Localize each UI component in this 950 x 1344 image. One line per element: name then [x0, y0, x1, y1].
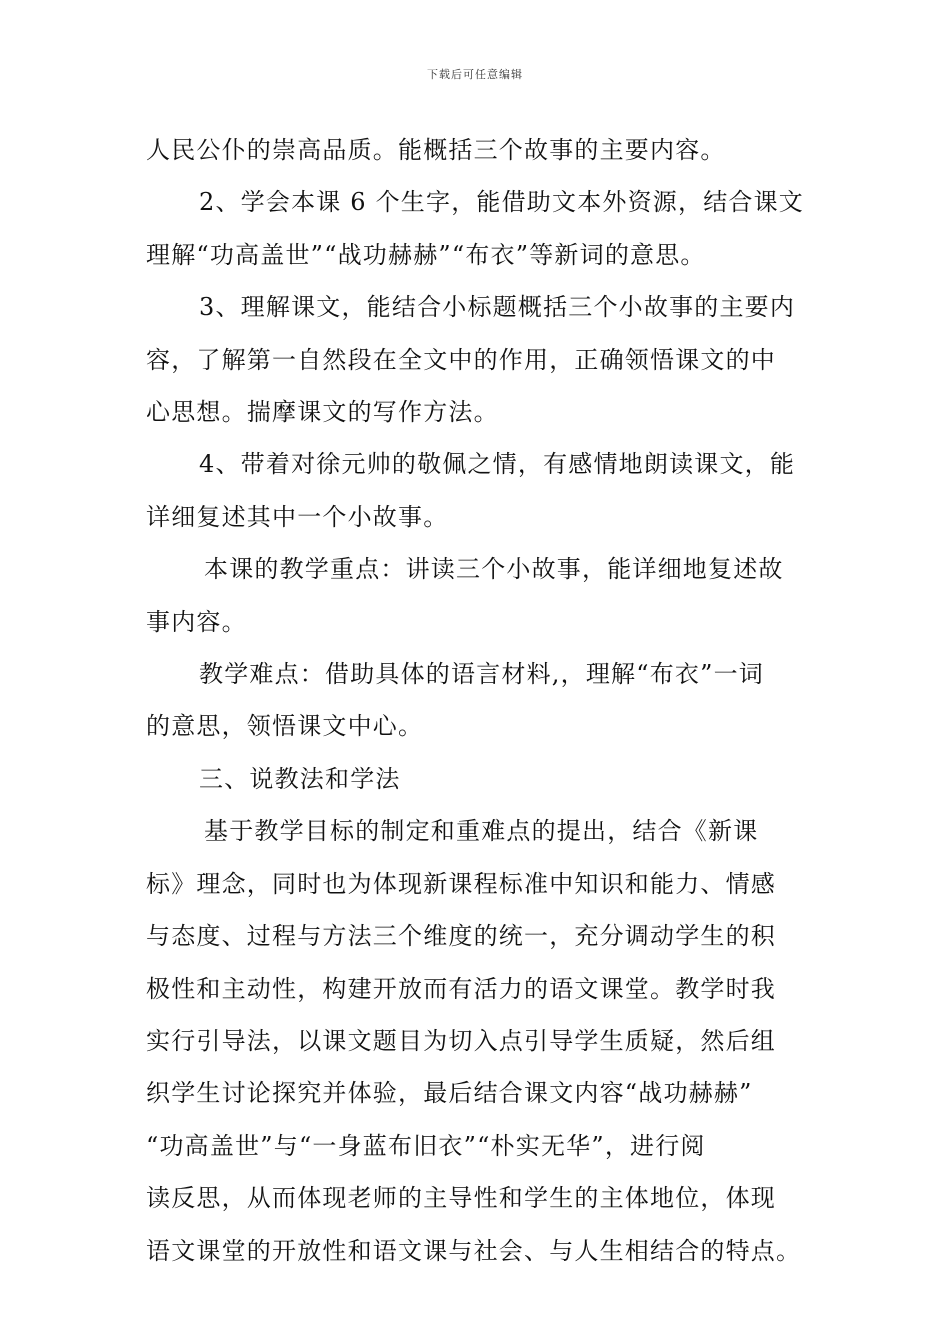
text-line: 织学生讨论探究并体验，最后结合课文内容“战功赫赫”	[146, 1079, 753, 1108]
text-line: 与态度、过程与方法三个维度的统一，充分调动学生的积	[146, 922, 776, 951]
text-line: 2、学会本课 6 个生字，能借助文本外资源，结合课文	[199, 188, 804, 217]
text-line: 人民公仆的崇高品质。能概括三个故事的主要内容。	[146, 136, 726, 164]
section-heading: 三、说教法和学法	[199, 764, 401, 793]
text-line: “功高盖世”与“一身蓝布旧衣”“朴实无华”，进行阅	[146, 1131, 706, 1160]
text-line: 的意思，领悟课文中心。	[146, 712, 424, 741]
text-line: 心思想。揣摩课文的写作方法。	[146, 398, 499, 427]
text-line: 语文课堂的开放性和语文课与社会、与人生相结合的特点。	[146, 1236, 802, 1265]
text-line: 容，了解第一自然段在全文中的作用，正确领悟课文的中	[146, 345, 776, 374]
text-line: 读反思，从而体现老师的主导性和学生的主体地位，体现	[146, 1184, 776, 1213]
text-line: 实行引导法，以课文题目为切入点引导学生质疑，然后组	[146, 1026, 776, 1055]
page-header-note: 下载后可任意编辑	[427, 68, 523, 81]
text-line: 3、理解课文，能结合小标题概括三个小故事的主要内	[199, 293, 796, 322]
text-line: 标》理念，同时也为体现新课程标准中知识和能力、情感	[146, 869, 776, 898]
text-line: 理解“功高盖世”“战功赫赫”“布衣”等新词的意思。	[146, 240, 706, 269]
document-body	[146, 124, 810, 1277]
text-line: 本课的教学重点：讲读三个小故事，能详细地复述故	[204, 555, 784, 584]
text-line: 详细复述其中一个小故事。	[146, 502, 449, 531]
text-line: 基于教学目标的制定和重难点的提出，结合《新课	[204, 817, 759, 846]
text-line: 教学难点：借助具体的语言材料,，理解“布衣”一词	[199, 660, 764, 689]
text-line: 事内容。	[146, 607, 247, 636]
text-line: 极性和主动性，构建开放而有活力的语文课堂。教学时我	[146, 974, 776, 1003]
text-line: 4、带着对徐元帅的敬佩之情，有感情地朗读课文，能	[199, 450, 796, 479]
